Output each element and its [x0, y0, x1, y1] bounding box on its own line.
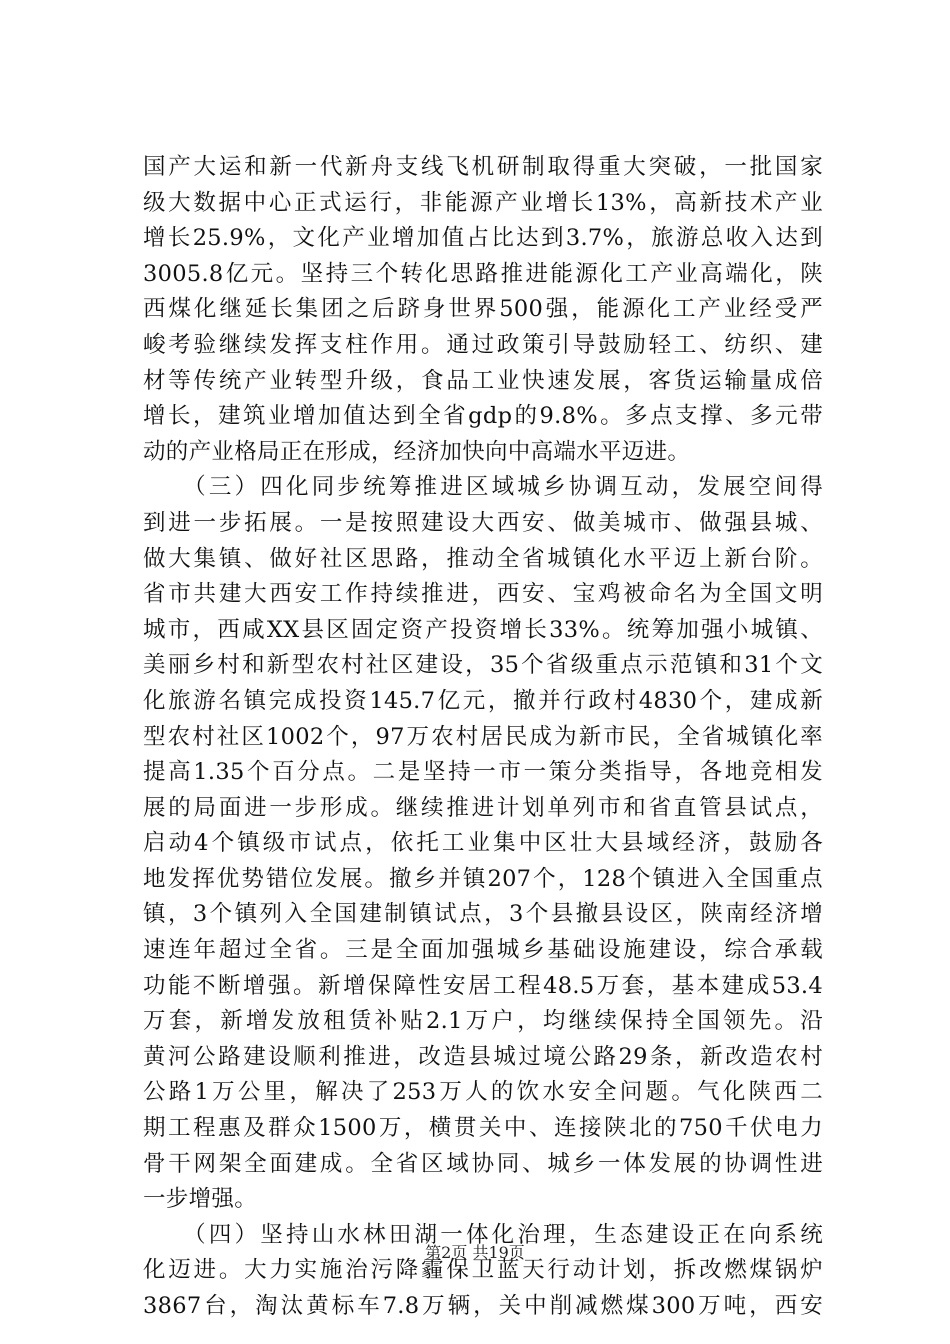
- text-line: 提高1.35个百分点。二是坚持一市一策分类指导，各地竞相发: [143, 759, 823, 786]
- text-line: 速连年超过全省。三是全面加强城乡基础设施建设，综合承载: [143, 937, 823, 964]
- text-line: 动的产业格局正在形成，经济加快向中高端水平迈进。: [143, 438, 691, 465]
- text-line: 峻考验继续发挥支柱作用。通过政策引导鼓励轻工、纺织、建: [143, 331, 823, 358]
- text-line: 3867台，淘汰黄标车7.8万辆，关中削减燃煤300万吨，西安: [143, 1293, 823, 1319]
- text-line: 西煤化继延长集团之后跻身世界500强，能源化工产业经受严: [143, 296, 823, 323]
- text-line: 公路1万公里，解决了253万人的饮水安全问题。气化陕西二: [143, 1079, 823, 1106]
- text-line: 化迈进。大力实施治污降霾保卫蓝天行动计划，拆改燃煤锅炉: [143, 1257, 823, 1284]
- text-line: 3005.8亿元。坚持三个转化思路推进能源化工产业高端化，陕: [143, 260, 823, 287]
- text-line: 黄河公路建设顺利推进，改造县城过境公路29条，新改造农村: [143, 1043, 823, 1070]
- text-line: 城市，西咸XX县区固定资产投资增长33%。统筹加强小城镇、: [143, 616, 823, 643]
- text-line: 型农村社区1002个，97万农村居民成为新市民，全省城镇化率: [143, 723, 823, 750]
- text-line: 化旅游名镇完成投资145.7亿元，撤并行政村4830个，建成新: [143, 687, 823, 714]
- text-line: 启动4个镇级市试点，依托工业集中区壮大县域经济，鼓励各: [143, 830, 823, 857]
- text-line: 骨干网架全面建成。全省区域协同、城乡一体发展的协调性进: [143, 1150, 823, 1177]
- text-line: 国产大运和新一代新舟支线飞机研制取得重大突破，一批国家: [143, 154, 823, 180]
- text-line: 一步增强。: [143, 1186, 258, 1213]
- text-line: 功能不断增强。新增保障性安居工程48.5万套，基本建成53.4: [143, 972, 823, 999]
- text-line: （三）四化同步统筹推进区域城乡协调互动，发展空间得: [143, 474, 823, 501]
- text-line: 镇，3个镇列入全国建制镇试点，3个县撤县设区，陕南经济增: [143, 901, 823, 928]
- text-line: 到进一步拓展。一是按照建设大西安、做美城市、做强县城、: [143, 509, 823, 536]
- text-line: 级大数据中心正式运行，非能源产业增长13%，高新技术产业: [143, 189, 823, 216]
- text-line: 万套，新增发放租赁补贴2.1万户，均继续保持全国领先。沿: [143, 1008, 823, 1035]
- text-line: 做大集镇、做好社区思路，推动全省城镇化水平迈上新台阶。: [143, 545, 823, 572]
- text-line: 地发挥优势错位发展。撤乡并镇207个，128个镇进入全国重点: [143, 865, 823, 892]
- text-line: 期工程惠及群众1500万，横贯关中、连接陕北的750千伏电力: [143, 1115, 823, 1142]
- text-line: 省市共建大西安工作持续推进，西安、宝鸡被命名为全国文明: [143, 581, 823, 608]
- text-line: 展的局面进一步形成。继续推进计划单列市和省直管县试点，: [143, 794, 823, 821]
- text-line: 增长，建筑业增加值达到全省gdp的9.8%。多点支撑、多元带: [143, 403, 823, 430]
- text-line: 美丽乡村和新型农村社区建设，35个省级重点示范镇和31个文: [143, 652, 823, 679]
- text-line: 增长25.9%，文化产业增加值占比达到3.7%，旅游总收入达到: [143, 225, 823, 252]
- page-footer: 第2页 共19页: [425, 1243, 525, 1262]
- text-line: （四）坚持山水林田湖一体化治理，生态建设正在向系统: [143, 1221, 823, 1248]
- text-line: 材等传统产业转型升级，食品工业快速发展，客货运输量成倍: [143, 367, 823, 394]
- body-text: [143, 150, 823, 1325]
